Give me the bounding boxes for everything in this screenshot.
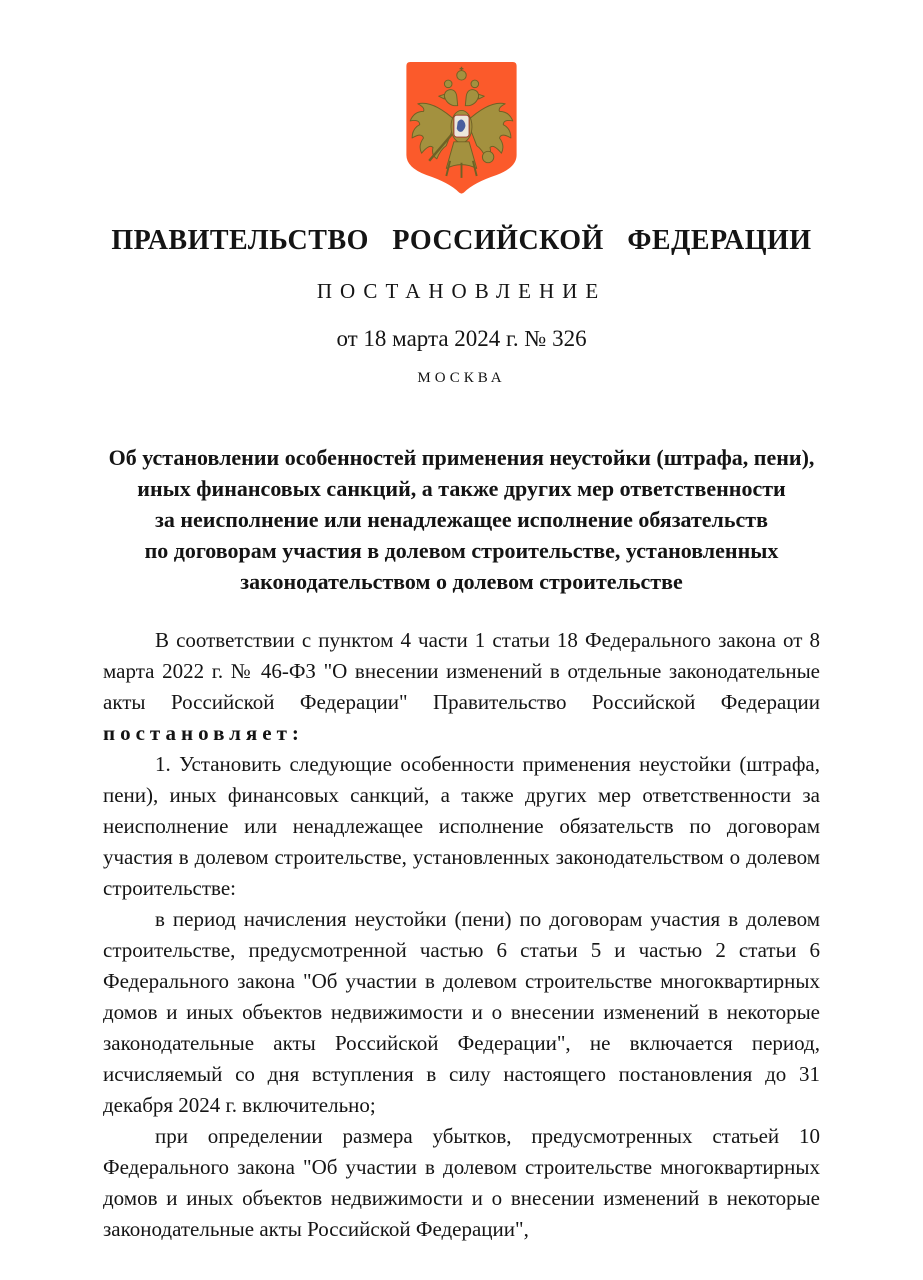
decree-title-line: законодательством о долевом строительстве xyxy=(240,569,683,594)
decree-title-line: за неисполнение или ненадлежащее исполнение обязательств xyxy=(155,507,768,532)
decree-title xyxy=(103,442,820,597)
city-label: МОСКВА xyxy=(417,370,506,386)
preamble-text: В соответствии с пунктом 4 части 1 статьи 18 Федерального закона от 8 марта 2022 г. № 46-ФЗ "О внесении изменений в отдельные законодательные акты Российской Федерации" Правительство Российской Федерации xyxy=(103,628,820,714)
government-title: ПРАВИТЕЛЬСТВО РОССИЙСКОЙ ФЕДЕРАЦИИ xyxy=(111,225,812,256)
paragraph-item-1-sub-2: при определении размера убытков, предусмотренных статьей 10 Федерального закона "Об участии в долевом строительстве многоквартирных домов и иных объектов недвижимости и о внесении изменений в некоторые законодательные акты Российской Федерации", xyxy=(103,1124,820,1241)
decree-title-line: Об установлении особенностей применения неустойки (штрафа, пени), xyxy=(108,445,815,470)
decree-title-line: по договорам участия в долевом строительстве, установленных xyxy=(144,538,779,563)
decree-date-number: от 18 марта 2024 г. № 326 xyxy=(336,326,587,351)
paragraph-item-1: 1. Установить следующие особенности применения неустойки (штрафа, пени), иных финансовых санкций, а также других мер ответственности за неисполнение или ненадлежащее исполнение обязательств по договорам участия в долевом строительстве, установленных законодательством о долевом строительстве: xyxy=(103,752,820,900)
decree-verb: постановляет: xyxy=(103,721,304,745)
paragraph-item-1-sub-1: в период начисления неустойки (пени) по договорам участия в долевом строительстве, предусмотренной частью 6 статьи 5 и частью 2 статьи 6 Федерального закона "Об участии в долевом строительстве многоквартирных домов и иных объектов недвижимости и о внесении изменений в некоторые законодательные акты Российской Федерации", не включается период, исчисляемый со дня вступления в силу настоящего постановления до 31 декабря 2024 г. включительно; xyxy=(103,907,820,1117)
coat-of-arms-icon xyxy=(404,62,519,195)
decree-title-line: иных финансовых санкций, а также других мер ответственности xyxy=(137,476,786,501)
document-type-label: ПОСТАНОВЛЕНИЕ xyxy=(316,279,607,303)
paragraph-preamble xyxy=(103,625,820,749)
decree-body xyxy=(103,625,820,1245)
decree-document-page xyxy=(103,0,820,1245)
russia-coat-of-arms xyxy=(404,62,519,195)
